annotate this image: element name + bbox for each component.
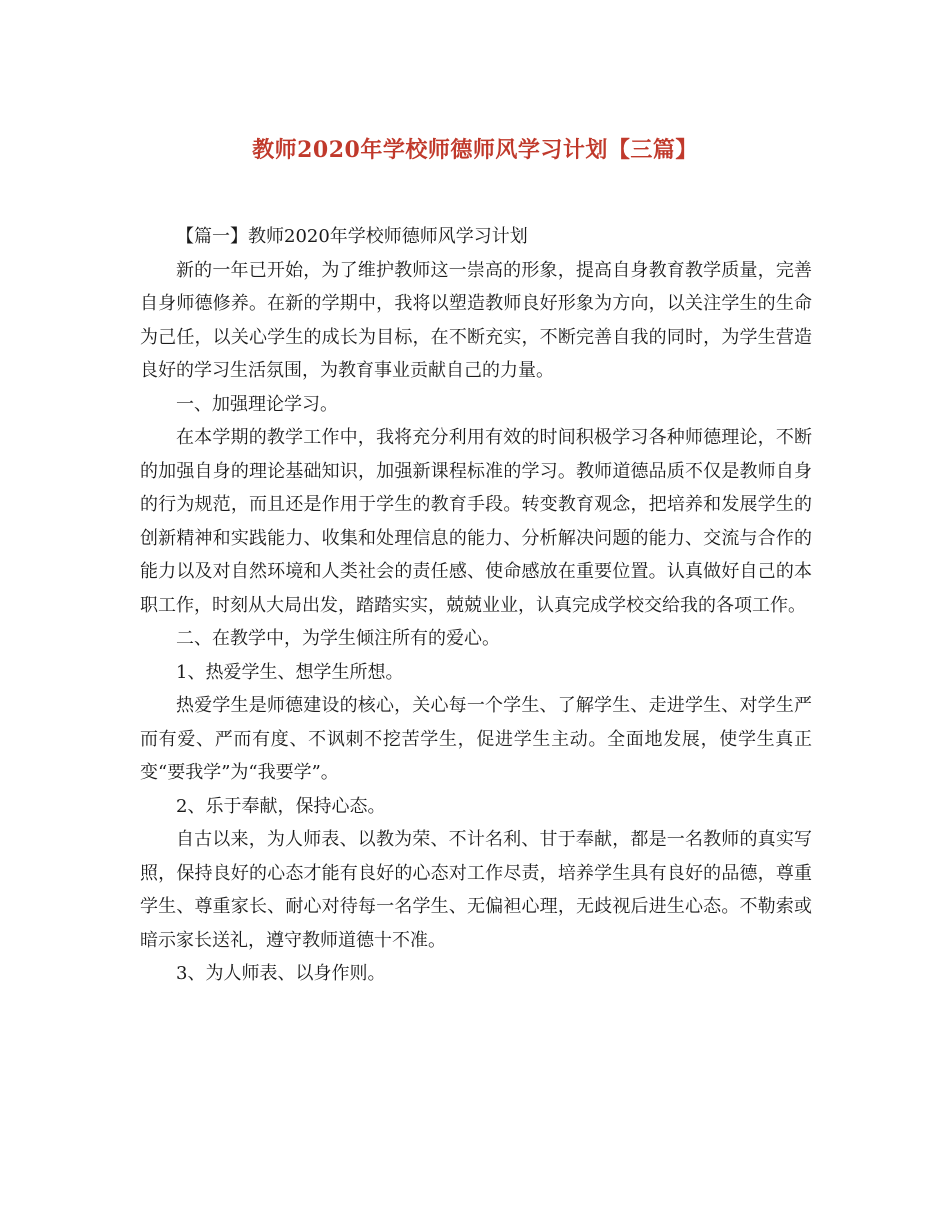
subheading-care-students: 1、热爱学生、想学生所想。 <box>176 661 404 683</box>
heading-theory-study: 一、加强理论学习。 <box>176 393 338 415</box>
document-body <box>140 220 812 991</box>
paragraph-dedication: 自古以来，为人师表、以教为荣、不计名利、甘于奉献，都是一名教师的真实写照，保持良好的心态才能有良好的心态对工作尽责，培养学生具有良好的品德，尊重学生、尊重家长、耐心对待每一名学生、无偏袒心理，无歧视后进生心态。不勒索或暗示家长送礼，遵守教师道德十不准。 <box>140 829 812 951</box>
document-title: 教师2020年学校师德师风学习计划【三篇】 <box>252 137 698 163</box>
paragraph-care-students: 热爱学生是师德建设的核心，关心每一个学生、了解学生、走进学生、对学生严而有爱、严而有度、不讽刺不挖苦学生，促进学生主动。全面地发展，使学生真正变“要我学”为“我要学”。 <box>140 695 812 783</box>
subheading-role-model: 3、为人师表、以身作则。 <box>176 963 386 984</box>
paragraph-intro: 新的一年已开始，为了维护教师这一崇高的形象，提高自身教育教学质量，完善自身师德修养。在新的学期中，我将以塑造教师良好形象为方向，以关注学生的生命为己任，以关心学生的成长为目标，在不断充实，不断完善自我的同时，为学生营造良好的学习生活氛围，为教育事业贡献自己的力量。 <box>140 259 812 381</box>
heading-love-students: 二、在教学中，为学生倾注所有的爱心。 <box>176 628 500 649</box>
section-heading-part-one: 【篇一】教师2020年学校师德师风学习计划 <box>176 226 528 247</box>
subheading-dedication: 2、乐于奉献，保持心态。 <box>176 795 386 817</box>
paragraph-theory-study: 在本学期的教学工作中，我将充分利用有效的时间积极学习各种师德理论，不断的加强自身的理论基础知识，加强新课程标准的学习。教师道德品质不仅是教师自身的行为规范，而且还是作用于学生的教育手段。转变教育观念，把培养和发展学生的创新精神和实践能力、收集和处理信息的能力、分析解决问题的能力、交流与合作的能力以及对自然环境和人类社会的责任感、使命感放在重要位置。认真做好自己的本职工作，时刻从大局出发，踏踏实实，兢兢业业，认真完成学校交给我的各项工作。 <box>140 427 812 616</box>
